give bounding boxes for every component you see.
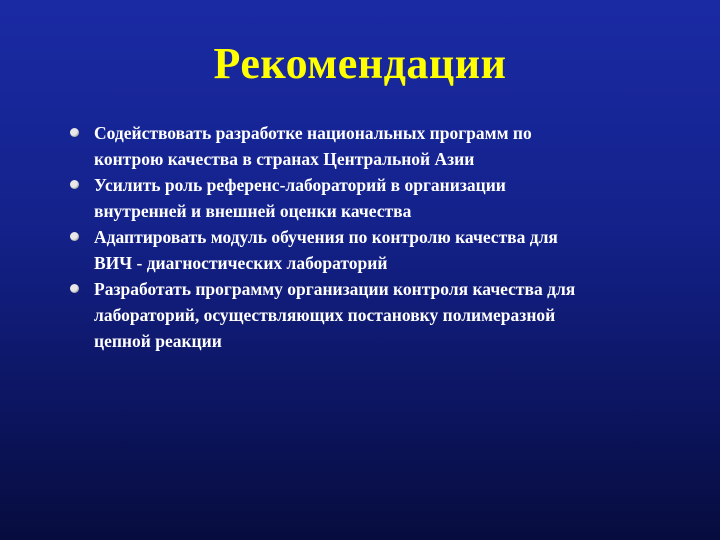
bullet-line: Разработать программу организации контроля качества для — [94, 279, 576, 299]
list-item — [70, 120, 670, 172]
bullet-line: цепной реакции — [94, 331, 222, 351]
bullet-line: лабораторий, осуществляющих постановку полимеразной — [94, 305, 556, 325]
bullet-line: Усилить роль референс-лабораторий в организации — [94, 175, 506, 195]
list-item — [70, 276, 670, 354]
bullet-dot-icon — [70, 180, 79, 189]
list-item — [70, 224, 670, 276]
bullet-line: контрою качества в странах Центральной Азии — [94, 149, 475, 169]
bullet-dot-icon — [70, 232, 79, 241]
bullet-line: ВИЧ - диагностических лабораторий — [94, 253, 388, 273]
bullet-list — [70, 120, 670, 354]
slide-title: Рекомендации — [213, 39, 507, 88]
list-item — [70, 172, 670, 224]
bullet-line: внутренней и внешней оценки качества — [94, 201, 412, 221]
bullet-dot-icon — [70, 284, 79, 293]
bullet-dot-icon — [70, 128, 79, 137]
bullet-line: Адаптировать модуль обучения по контролю качества для — [94, 227, 558, 247]
bullet-line: Содействовать разработке национальных программ по — [94, 123, 532, 143]
